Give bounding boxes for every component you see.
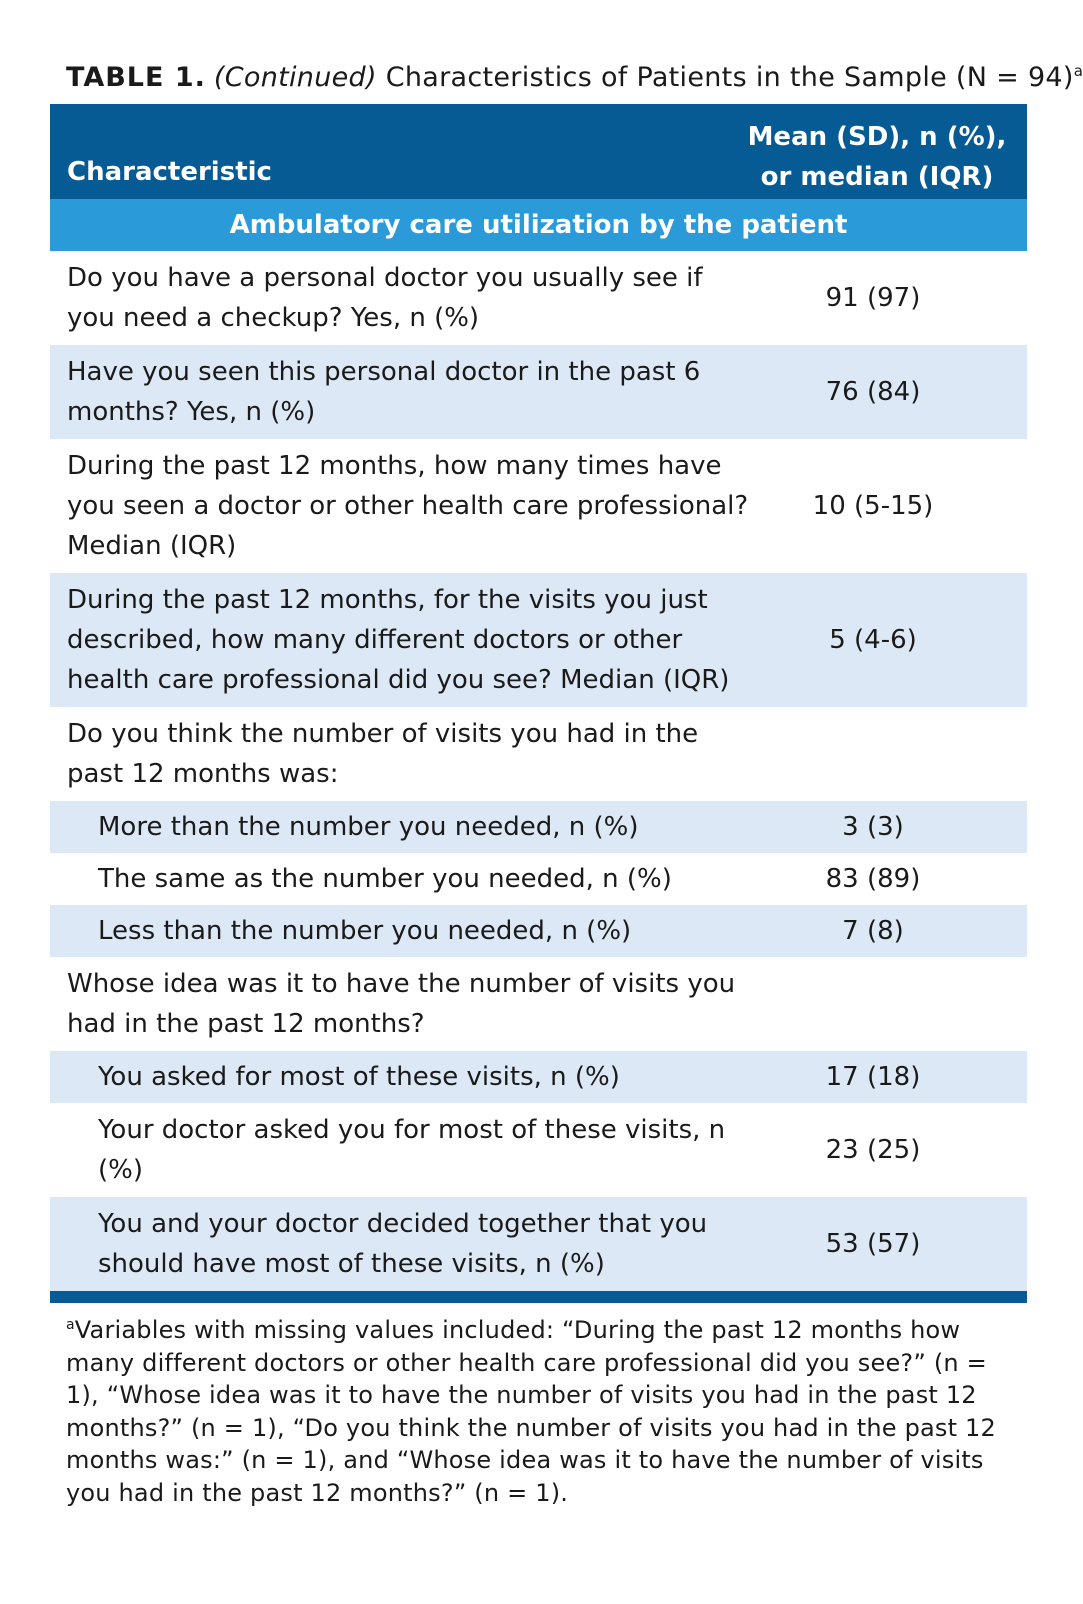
- table-row: [50, 707, 1027, 801]
- row-label: More than the number you needed, n (%): [98, 812, 639, 842]
- table-row: [50, 1103, 1027, 1197]
- continued-label: (Continued): [213, 62, 377, 93]
- row-value: 76 (84): [825, 377, 921, 407]
- row-label: Do you have a personal doctor you usually see if you need a checkup? Yes, n (%): [67, 263, 703, 333]
- table-row: [50, 573, 1027, 707]
- table-caption: [66, 60, 1083, 96]
- row-label: Have you seen this personal doctor in the past 6 months? Yes, n (%): [67, 357, 701, 427]
- table-label: TABLE 1.: [66, 62, 206, 93]
- row-value: 5 (4-6): [829, 625, 917, 655]
- row-label: Less than the number you needed, n (%): [98, 916, 632, 946]
- footnote-marker: a: [66, 1317, 75, 1333]
- row-value: 17 (18): [825, 1062, 921, 1092]
- row-label: You and your doctor decided together that you should have most of these visits, n (%): [98, 1209, 708, 1279]
- table-row: [50, 853, 1027, 905]
- footnote-marker: a: [1073, 62, 1083, 80]
- table-row: [50, 1051, 1027, 1103]
- footnote-text: Variables with missing values included: “During the past 12 months how many different doctors or other health care professional did you see?” (n = 1), “Whose idea was it to have the number of visits you had in the past 12 months?” (n = 1), “Do you think the number of visits you had in the past 12 months was:” (n = 1), and “Whose idea was it to have the number of visits you had in the past 12 months?” (n = 1).: [66, 1316, 996, 1507]
- table-row: [50, 251, 1027, 345]
- row-value: 91 (97): [825, 283, 921, 313]
- table-row: [50, 957, 1027, 1051]
- row-label: Whose idea was it to have the number of visits you had in the past 12 months?: [67, 969, 736, 1039]
- row-label: Do you think the number of visits you had in the past 12 months was:: [67, 719, 699, 789]
- table-footnote: [66, 1314, 1006, 1510]
- row-value: 83 (89): [825, 864, 921, 894]
- section-header: Ambulatory care utilization by the patient: [50, 199, 1027, 251]
- characteristics-table: [50, 104, 1027, 1303]
- table-row: [50, 801, 1027, 853]
- row-value: 10 (5-15): [812, 491, 934, 521]
- row-label: Your doctor asked you for most of these visits, n (%): [98, 1115, 726, 1185]
- row-label: You asked for most of these visits, n (%): [98, 1062, 620, 1092]
- table-bottom-rule: [50, 1291, 1027, 1303]
- header-value-line2: or median (IQR): [760, 162, 994, 192]
- table-row: [50, 439, 1027, 573]
- table-header: [50, 104, 1027, 199]
- table-row: [50, 1197, 1027, 1291]
- header-characteristic: Characteristic: [67, 157, 272, 187]
- header-value-line1: Mean (SD), n (%),: [747, 122, 1007, 152]
- row-label: During the past 12 months, how many times have you seen a doctor or other health care professional? Median (IQR): [67, 451, 749, 561]
- row-value: 23 (25): [825, 1135, 921, 1165]
- table-row: [50, 905, 1027, 957]
- table-title: Characteristics of Patients in the Sample (N = 94): [376, 62, 1074, 93]
- row-value: 7 (8): [842, 916, 904, 946]
- row-label: The same as the number you needed, n (%): [98, 864, 672, 894]
- table-row: [50, 345, 1027, 439]
- row-value: 3 (3): [842, 812, 904, 842]
- header-value: [747, 117, 1007, 197]
- row-label: During the past 12 months, for the visits you just described, how many different doctors or other health care professional did you see? Median (IQR): [67, 585, 730, 695]
- row-value: 53 (57): [825, 1229, 921, 1259]
